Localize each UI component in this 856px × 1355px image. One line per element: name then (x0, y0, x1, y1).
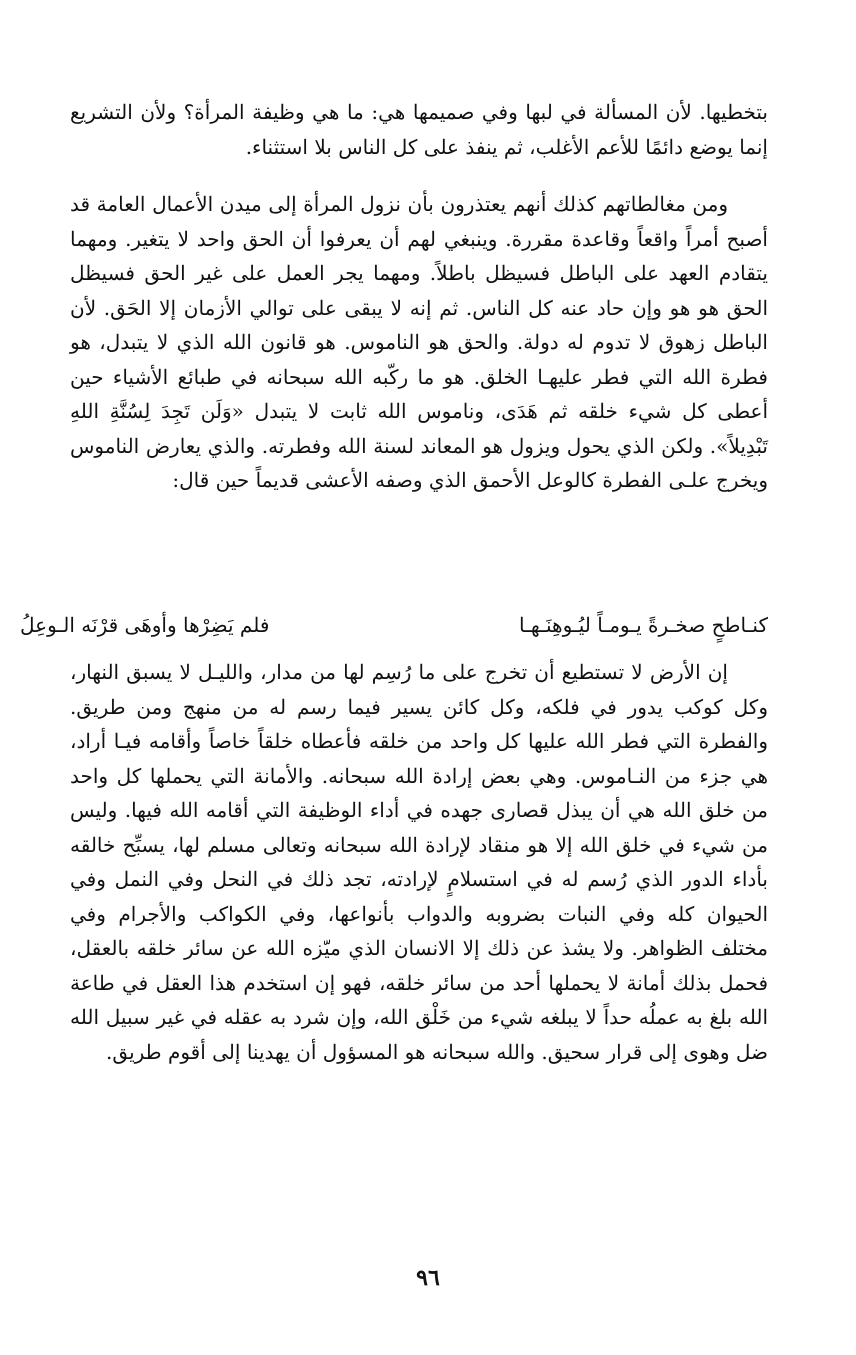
text-block-middle (70, 187, 768, 498)
page-number: ٩٦ (416, 1265, 440, 1291)
text-block-bottom (70, 655, 768, 1069)
poetry-verse (20, 607, 768, 643)
verse-second-hemistich: فلم يَضِرْها وأوهَى قرْنَه الـوعِلُ (20, 613, 270, 637)
paragraph-fallacies: ومن مغالطاتهم كذلك أنهم يعتذرون بأن نزول المرأة إلى ميدن الأعمال العامة قد أصبح أمراً واقعاً وقاعدة مقررة. وينبغي لهم أن يعرفوا أن الحق واحد لا يتغير. ومهما يتقادم العهد على الباطل فسيظل باطلاً. ومهما يجر العمل على غير الحق فسيظل الحق هو هو وإن حاد عنه كل الناس. ثم إنه لا يبقى على توالي الأزمان إلا الحَق. لأن الباطل زهوق لا تدوم له دولة. والحق هو الناموس. هو قانون الله الذي لا يتبدل، هو فطرة الله التي فطر عليهـا الخلق. هو ما ركّبه الله سبحانه في طبائع الأشياء حين أعطى كل شيء خلقه ثم هَدَى، وناموس الله ثابت لا يتبدل «وَلَن تَجِدَ لِسُنَّةِ اللهِ تَبْدِيلاً». ولكن الذي يحول ويزول هو المعاند لسنة الله وفطرته. والذي يعارض الناموس ويخرج علـى الفطرة كالوعل الأحمق الذي وصفه الأعشى قديماً حين قال: (70, 192, 768, 492)
text-block-top (70, 95, 768, 164)
paragraph-nature: إن الأرض لا تستطيع أن تخرج على ما رُسِم لها من مدار، والليـل لا يسبق النهار، وكل كوكب يدور في فلكه، وكل كائن يسير فيما رسم له من منهج ومن طريق. والفطرة التي فطر الله عليها كل واحد من خلقه فأعطاه خلقاً خاصاً وأقامه فيـا أراد، هي جزء من النـاموس. وهي بعض إرادة الله سبحانه. والأمانة التي يحملها كل واحد من خلق الله هي أن يبذل قصارى جهده في أداء الوظيفة التي أقامه الله فيها. وليس من شيء في خلق الله إلا هو منقاد لإرادة الله سبحانه وتعالى مسلم لها، يسبِّح خالقه بأداء الدور الذي رُسم له في استسلامٍ لإرادته، تجد ذلك في النحل وفي النمل وفي الحيوان كله وفي النبات بضروبه والدواب بأنواعها، وفي الكواكب والأجرام وفي مختلف الظواهر. ولا يشذ عن ذلك إلا الانسان الذي ميّزه الله عن سائر خلقه بالعقل، فحمل بذلك أمانة لا يحملها أحد من سائر خلقه، فهو إن استخدم هذا العقل في طاعة الله بلغ به عملُه حداً لا يبلغه شيء من خَلْق الله، وإن شرد به عقله في غير سبيل الله ضل وهوى إلى قرار سحيق. والله سبحانه هو المسؤول أن يهدينا إلى أقوم طريق. (70, 660, 769, 1064)
verse-first-hemistich: كنـاطحٍ صخـرةً يـومـاً ليُـوهِنَـهـا (518, 613, 768, 637)
paragraph-continuation: بتخطيها. لأن المسألة في لبها وفي صميمها هي: ما هي وظيفة المرأة؟ ولأن التشريع إنما يوضع دائمًا للأعم الأغلب، ثم ينفذ على كل الناس بلا استثناء. (70, 100, 768, 159)
